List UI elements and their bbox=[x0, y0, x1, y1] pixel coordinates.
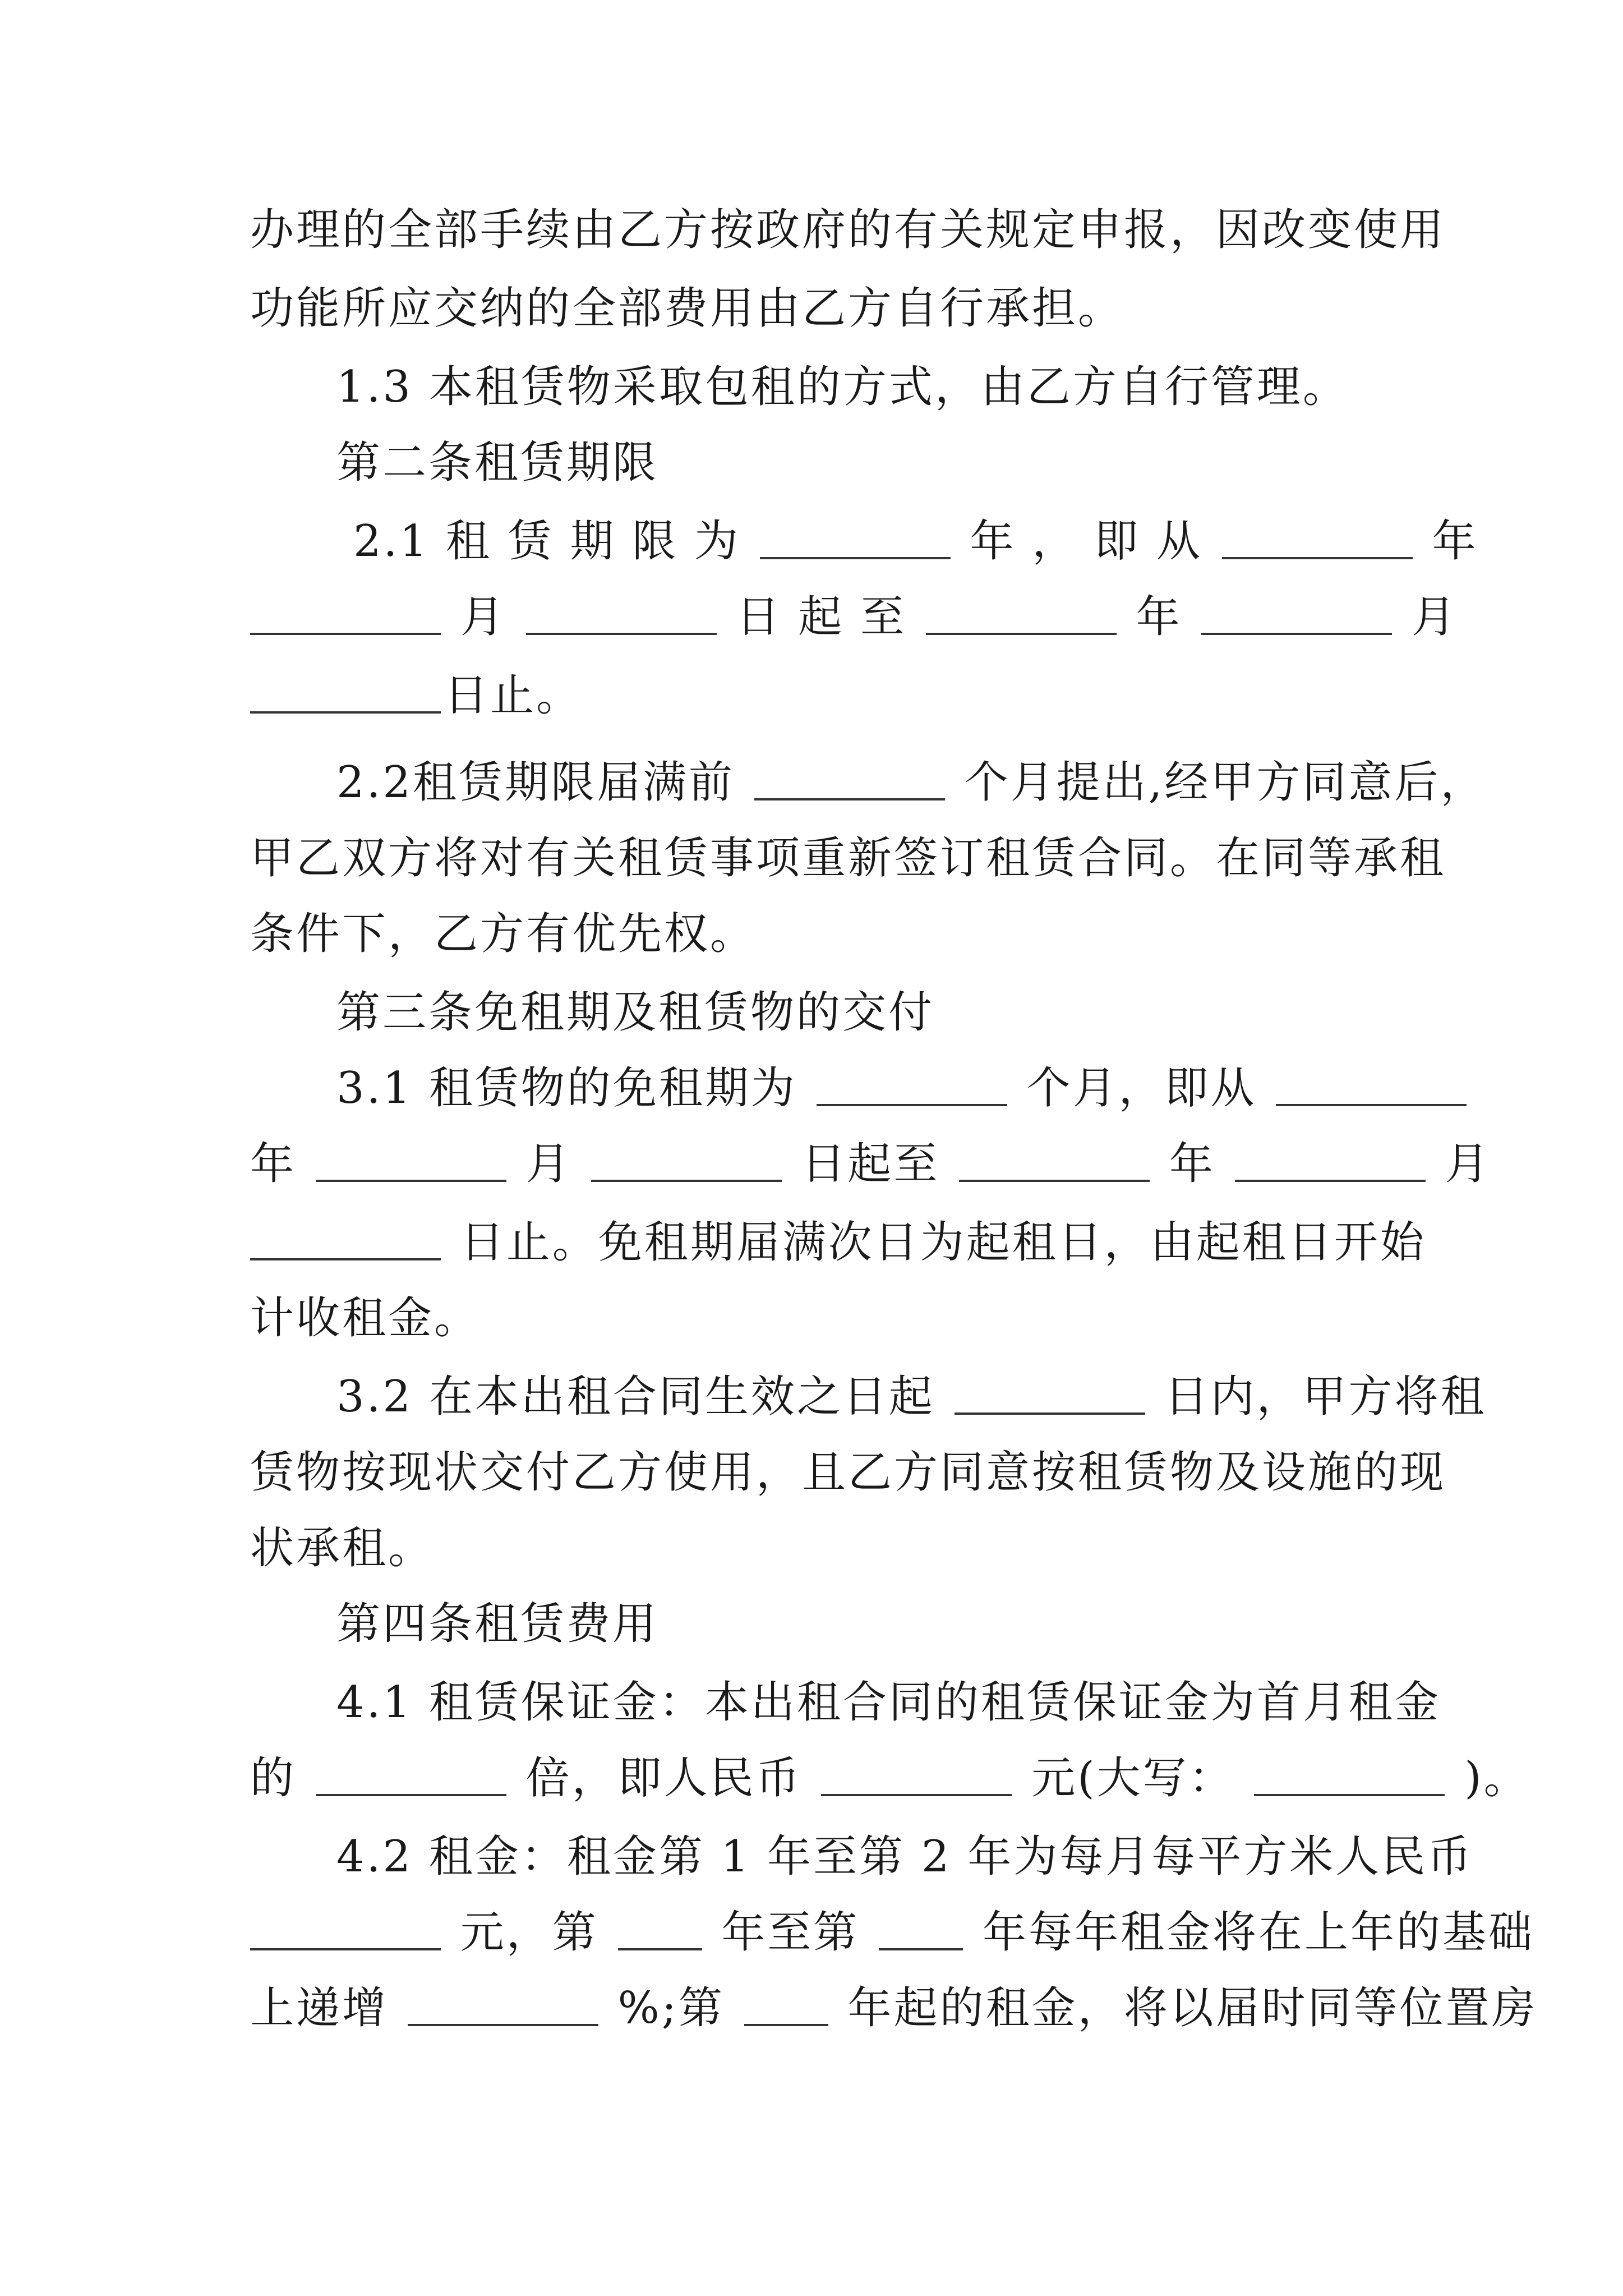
text-line bbox=[250, 668, 1377, 724]
text-segment: 2.1 租 赁 期 限 为 bbox=[353, 516, 741, 567]
text-segment: 年每年租金将在上年的基础 bbox=[983, 1907, 1535, 1958]
text-segment: %;第 bbox=[617, 1983, 725, 2033]
text-line bbox=[250, 830, 1446, 886]
text-line bbox=[250, 1520, 1377, 1576]
blank-field bbox=[1222, 518, 1413, 559]
text-segment: 个月，即从 bbox=[1026, 1063, 1257, 1114]
blank-field bbox=[591, 1140, 782, 1182]
article-4-heading bbox=[336, 1596, 1464, 1652]
blank-field bbox=[817, 1065, 1007, 1106]
text-segment: 月 bbox=[525, 1139, 572, 1189]
blank-field bbox=[821, 1755, 1012, 1796]
blank-field bbox=[618, 1909, 702, 1950]
blank-field bbox=[526, 593, 717, 635]
blank-field bbox=[250, 672, 441, 714]
text-segment: 3.1 租赁物的免租期为 bbox=[336, 1063, 797, 1114]
blank-field bbox=[760, 518, 951, 559]
text-segment: 的 bbox=[250, 1753, 297, 1803]
text-segment: 倍，即人民币 bbox=[525, 1753, 802, 1803]
text-line bbox=[250, 1980, 1538, 2036]
blank-field bbox=[408, 1985, 598, 2026]
text-segment: 2.2租赁期限届满前 bbox=[336, 757, 735, 808]
text-line bbox=[250, 1290, 1377, 1346]
blank-field bbox=[1254, 1755, 1445, 1796]
text-segment: 赁物按现状交付乙方使用，且乙方同意按租赁物及设施的现 bbox=[250, 1447, 1446, 1498]
text-segment: 3.2 在本出租合同生效之日起 bbox=[336, 1372, 935, 1422]
text-segment: 4.1 租赁保证金：本出租合同的租赁保证金为首月租金 bbox=[336, 1677, 1441, 1728]
text-segment: 第二条租赁期限 bbox=[336, 438, 659, 488]
clause-2-2 bbox=[336, 754, 1487, 811]
text-segment: 元(大写： bbox=[1031, 1753, 1235, 1803]
clause-3-1 bbox=[336, 1060, 1377, 1116]
text-segment: 上递增 bbox=[250, 1983, 389, 2033]
text-segment: 计收租金。 bbox=[250, 1293, 481, 1343]
blank-field bbox=[1235, 1140, 1426, 1182]
blank-field bbox=[250, 593, 441, 635]
blank-field bbox=[1201, 593, 1392, 635]
blank-field bbox=[754, 759, 945, 800]
text-segment: 日止。免租期届满次日为起租日，由起租日开始 bbox=[460, 1217, 1426, 1268]
text-line bbox=[250, 280, 1377, 337]
text-segment: 日止。 bbox=[444, 670, 583, 721]
text-line bbox=[250, 1136, 1491, 1192]
text-line bbox=[250, 906, 1377, 962]
text-segment: 1.3 本租赁物采取包租的方式，由乙方自行管理。 bbox=[336, 362, 1349, 412]
blank-field bbox=[250, 1909, 441, 1950]
text-line bbox=[250, 589, 1458, 645]
blank-field bbox=[250, 1219, 441, 1260]
blank-field bbox=[955, 1373, 1145, 1415]
blank-field bbox=[959, 1140, 1150, 1182]
text-line bbox=[250, 1750, 1530, 1806]
text-segment: 年 bbox=[1136, 592, 1182, 642]
text-segment: 甲乙双方将对有关租赁事项重新签订租赁合同。在同等承租 bbox=[250, 833, 1446, 884]
clause-4-2 bbox=[336, 1829, 1474, 1885]
text-segment: 第三条免租期及租赁物的交付 bbox=[336, 987, 935, 1038]
text-segment: 月 bbox=[460, 592, 506, 642]
text-segment: 日起至 bbox=[801, 1139, 940, 1189]
text-segment: 第四条租赁费用 bbox=[336, 1599, 659, 1649]
text-segment: 功能所应交纳的全部费用由乙方自行承担。 bbox=[250, 283, 1124, 334]
text-segment: 月 bbox=[1445, 1139, 1491, 1189]
blank-field bbox=[316, 1140, 506, 1182]
blank-field bbox=[879, 1909, 963, 1950]
text-segment: 日 起 至 bbox=[736, 592, 906, 642]
text-segment: 办理的全部手续由乙方按政府的有关规定申报，因改变使用 bbox=[250, 205, 1446, 255]
text-line bbox=[250, 202, 1446, 258]
text-line bbox=[250, 1444, 1446, 1501]
blank-field bbox=[316, 1755, 506, 1796]
blank-field bbox=[744, 1985, 828, 2026]
text-segment: 年至第 bbox=[721, 1907, 860, 1958]
text-segment: 年 bbox=[250, 1139, 297, 1189]
text-segment: 年 bbox=[1169, 1139, 1215, 1189]
text-segment: 个月提出,经甲方同意后， bbox=[964, 757, 1487, 808]
text-segment: 状承租。 bbox=[250, 1523, 435, 1573]
text-line bbox=[250, 1904, 1535, 1961]
clause-4-1 bbox=[336, 1674, 1441, 1731]
text-segment: 日内，甲方将租 bbox=[1164, 1372, 1487, 1422]
blank-field bbox=[1276, 1065, 1467, 1106]
text-segment: 年起的租金，将以届时同等位置房 bbox=[847, 1983, 1538, 2033]
article-3-heading bbox=[336, 984, 1464, 1041]
clause-3-2 bbox=[336, 1369, 1487, 1425]
text-line bbox=[250, 1214, 1426, 1271]
text-segment: )。 bbox=[1464, 1753, 1530, 1803]
text-segment: 年 ， 即 从 bbox=[970, 516, 1203, 567]
blank-field bbox=[926, 593, 1117, 635]
text-segment: 4.2 租金：租金第 1 年至第 2 年为每月每平方米人民币 bbox=[336, 1832, 1474, 1882]
clause-2-1 bbox=[353, 513, 1478, 569]
article-2-heading bbox=[336, 435, 1464, 491]
text-segment: 条件下，乙方有优先权。 bbox=[250, 909, 757, 959]
text-segment: 年 bbox=[1432, 516, 1478, 567]
text-segment: 月 bbox=[1412, 592, 1458, 642]
text-segment: 元，第 bbox=[460, 1907, 598, 1958]
clause-1-3 bbox=[336, 359, 1464, 415]
